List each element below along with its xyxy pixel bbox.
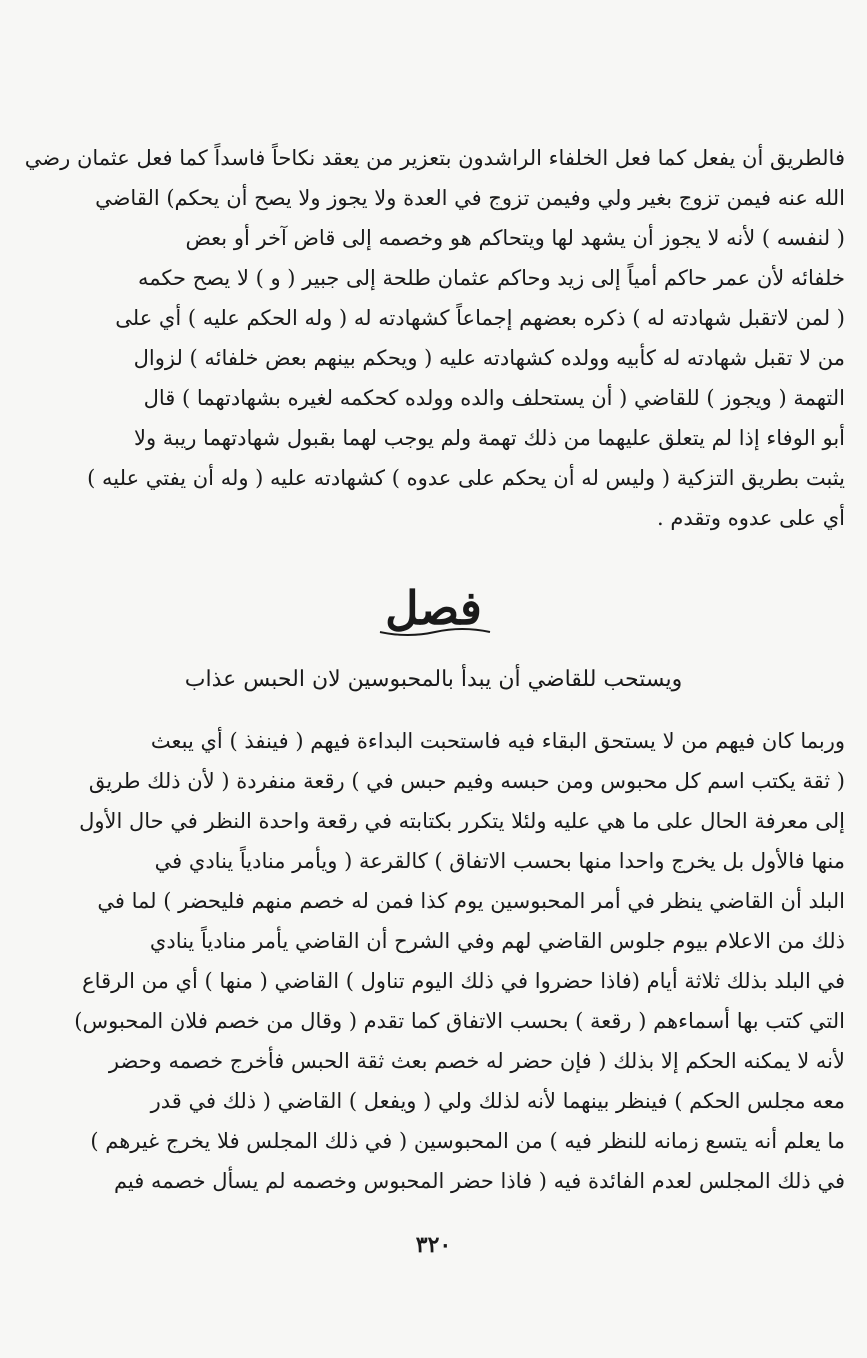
text-line: أبو الوفاء إذا لم يتعلق عليهما من ذلك تهمة ولم يوجب لهما بقبول شهادتهما ريبة ولا (134, 426, 845, 450)
heading-flourish-icon (378, 626, 493, 638)
text-line: خلفائه لأن عمر حاكم أمياً إلى زيد وحاكم عثمان طلحة إلى جبير ( و ) لا يصح حكمه (138, 266, 845, 290)
text-line: معه مجلس الحكم ) فينظر بينهما لأنه لذلك ولي ( ويفعل ) القاضي ( ذلك في قدر (150, 1089, 845, 1113)
text-line: لأنه لا يمكنه الحكم إلا بذلك ( فإن حضر له خصم بعث ثقة الحبس فأخرج خصمه وحضر (108, 1049, 845, 1073)
text-line: وربما كان فيهم من لا يستحق البقاء فيه فاستحبت البداءة فيهم ( فينفذ ) أي يبعث (150, 729, 845, 753)
section-subheading: ويستحب للقاضي أن يبدأ بالمحبوسين لان الحبس عذاب (184, 667, 683, 692)
paragraph-1 (18, 138, 845, 538)
text-line: التي كتب بها أسماءهم ( رقعة ) بحسب الاتفاق كما تقدم ( وقال من خصم فلان المحبوس) (74, 1009, 845, 1033)
text-line: التهمة ( ويجوز ) للقاضي ( أن يستحلف والده وولده كحكمه لغيره بشهادتهما ) قال (143, 386, 845, 410)
text-line: ( ثقة يكتب اسم كل محبوس ومن حبسه وفيم حبس في ) رقعة منفردة ( لأن ذلك طريق (88, 769, 845, 793)
text-line: ما يعلم أنه يتسع زمانه للنظر فيه ) من المحبوسين ( في ذلك المجلس فلا يخرج غيرهم ) (90, 1129, 845, 1153)
text-line: ذلك من الاعلام بيوم جلوس القاضي لهم وفي الشرح أن القاضي يأمر منادياً ينادي (149, 929, 845, 953)
text-line: البلد أن القاضي ينظر في أمر المحبوسين يوم كذا فمن له خصم منهم فليحضر ) لما في (97, 889, 845, 913)
text-line: ( لمن لاتقبل شهادته له ) ذكره بعضهم إجماعاً كشهادته له ( وله الحكم عليه ) أي على (115, 306, 845, 330)
text-line: ( لنفسه ) لأنه لا يجوز أن يشهد لها ويتحاكم هو وخصمه إلى قاض آخر أو بعض (185, 226, 845, 250)
text-line: من لا تقبل شهادته له كأبيه وولده كشهادته عليه ( ويحكم بينهم بعض خلفائه ) لزوال (133, 346, 845, 370)
text-line: في ذلك المجلس لعدم الفائدة فيه ( فاذا حضر المحبوس وخصمه لم يسأل خصمه فيم (113, 1169, 845, 1193)
page-number: ٣٢٠ (415, 1232, 452, 1258)
text-line: فالطريق أن يفعل كما فعل الخلفاء الراشدون بتعزير من يعقد نكاحاً فاسداً كما فعل عثمان رضي (24, 146, 845, 170)
text-line: يثبت بطريق التزكية ( وليس له أن يحكم على عدوه ) كشهادته عليه ( وله أن يفتي عليه ) (87, 466, 845, 490)
text-line: أي على عدوه وتقدم . (657, 506, 845, 530)
paragraph-2 (18, 721, 845, 1201)
text-line: إلى معرفة الحال على ما هي عليه ولئلا يتكرر بكتابته في رقعة واحدة النظر في حال الأول (79, 809, 845, 833)
section-heading: فصل (385, 581, 482, 635)
text-line: منها فالأول بل يخرج واحدا منها بحسب الاتفاق ) كالقرعة ( ويأمر منادياً ينادي في (154, 849, 845, 873)
text-line: الله عنه فيمن تزوج بغير ولي وفيمن تزوج في العدة ولا يجوز ولا يصح أن يحكم) القاضي (95, 186, 845, 210)
text-line: في البلد بذلك ثلاثة أيام (فاذا حضروا في ذلك اليوم تناول ) القاضي ( منها ) أي من الرقاع (82, 969, 845, 993)
